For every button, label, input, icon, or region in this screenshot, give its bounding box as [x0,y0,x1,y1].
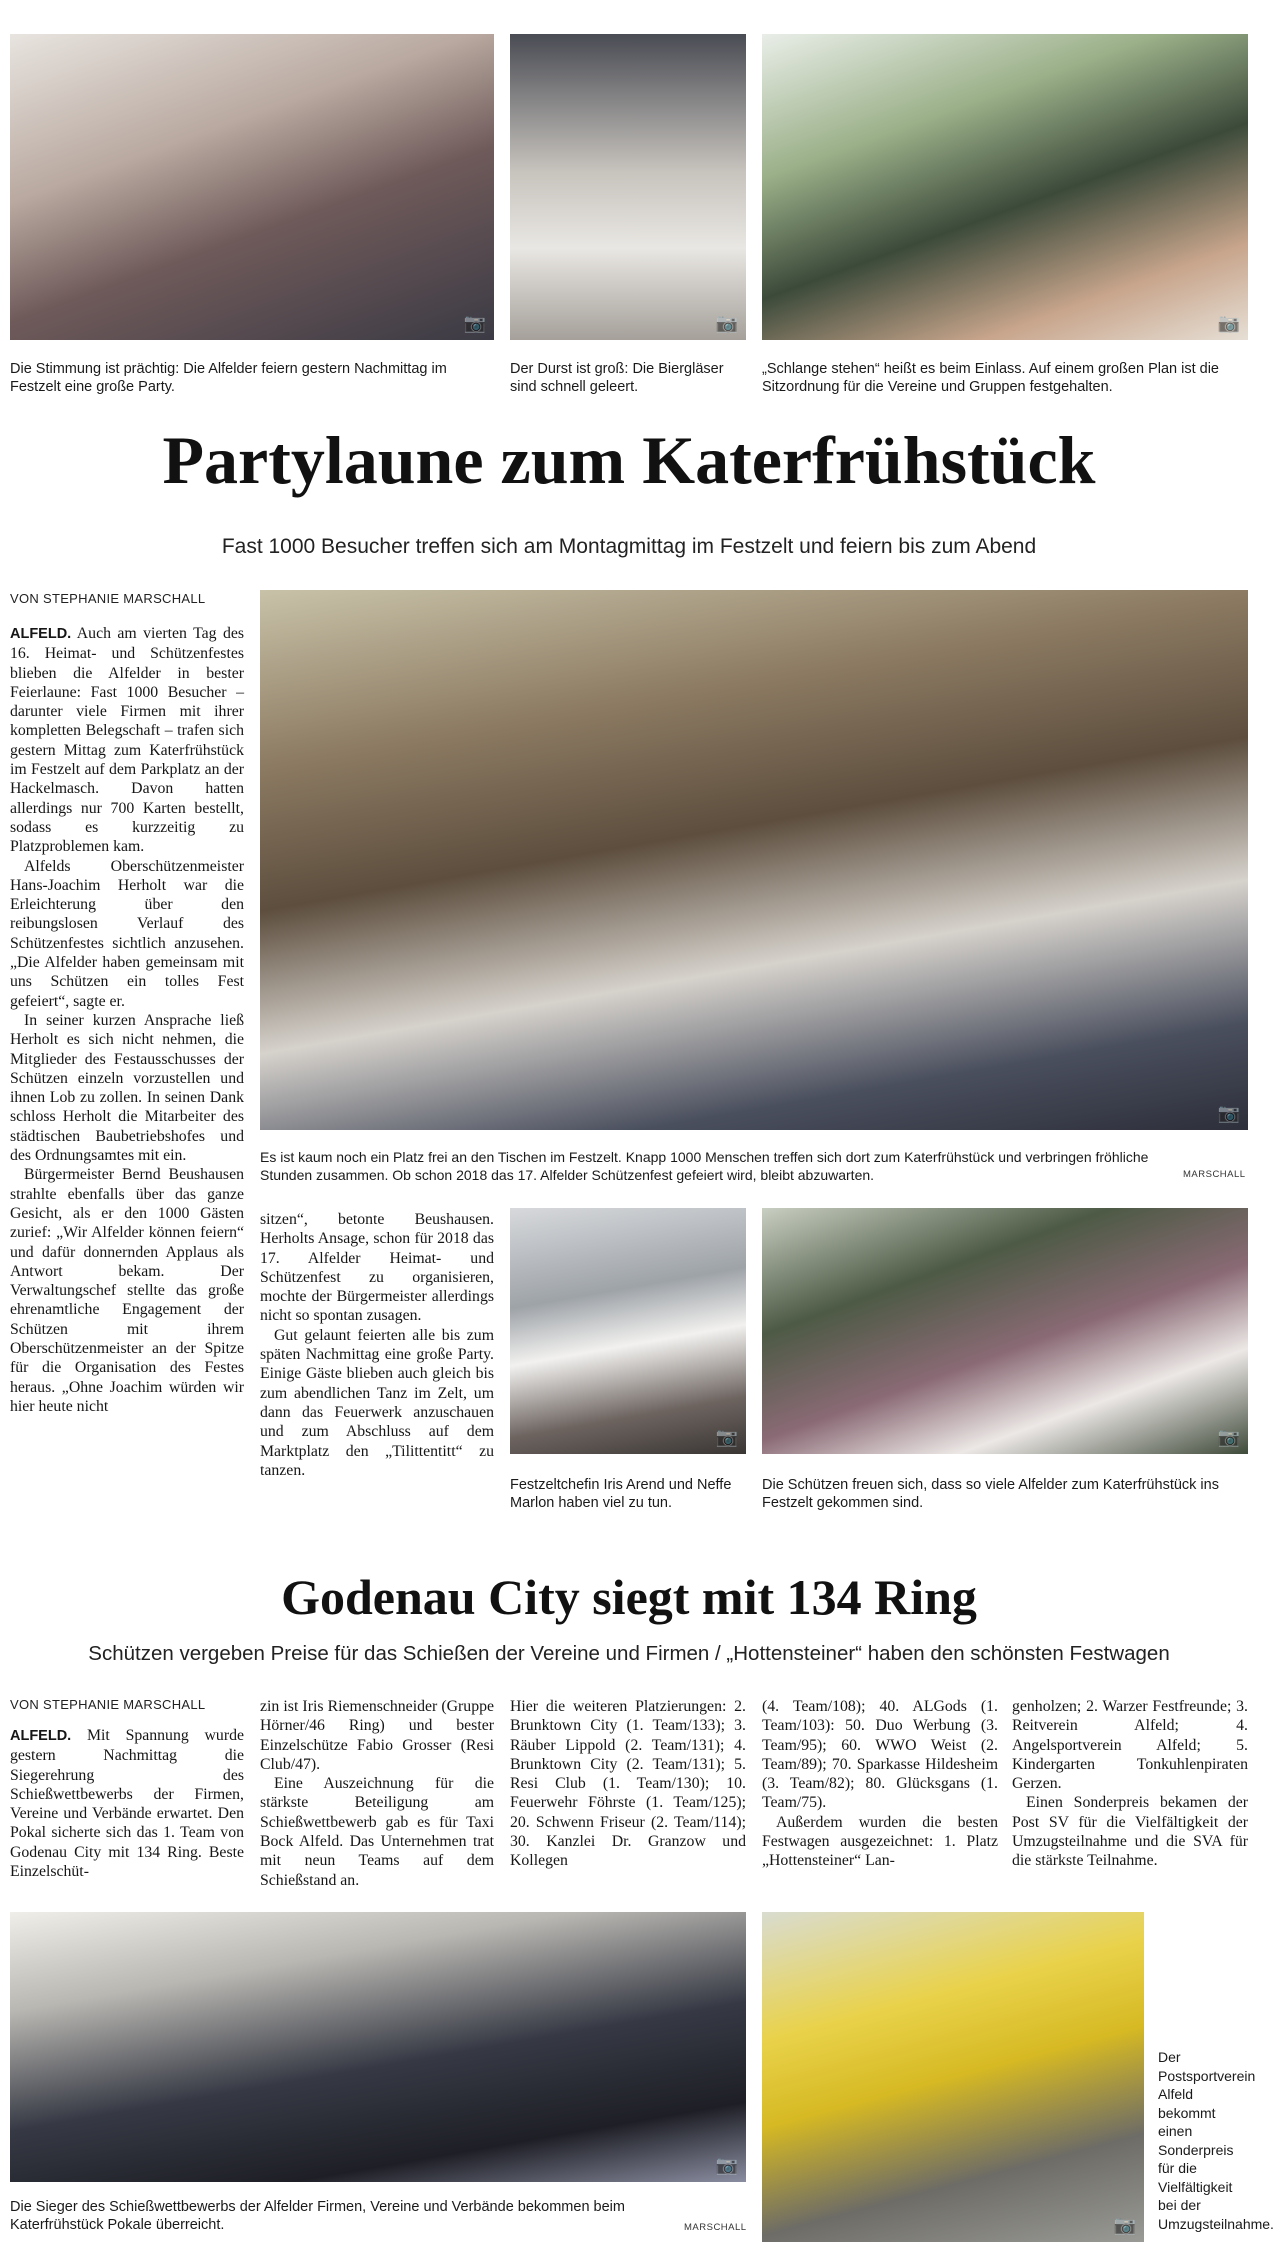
article-column [260,1210,494,1526]
byline: VON STEPHANIE MARSCHALL [10,591,206,606]
dateline: ALFELD. [10,1728,72,1744]
camera-icon: 📷 [1217,1427,1240,1448]
headline: Partylaune zum Katerfrühstück [162,422,1096,498]
photo-queue-entrance [762,34,1248,340]
photo-beer-glasses [510,34,746,340]
photo-caption: Der Postsportverein Alfeld bekommt einen Sonderpreis für die Vielfältigkeit bei der Umzugsteilnahme. [1158,2049,1274,2232]
photo-parade-unicycle [762,1912,1144,2242]
camera-icon: 📷 [1113,2215,1136,2236]
camera-icon: 📷 [715,313,738,334]
headline: Godenau City siegt mit 134 Ring [281,1569,977,1625]
photo-shooters-applauding [762,1208,1248,1454]
photo-caption: „Schlange stehen“ heißt es beim Einlass. Auf einem großen Plan ist die Sitzordnung für die Vereine und Gruppen festgehalten. [762,361,1219,395]
paragraph: Außerdem wurden die besten Festwagen ausgezeichnet: 1. Platz „Hottensteiner“ Lan- [762,1813,998,1870]
article-column [1012,1697,1248,1924]
subheadline: Schützen vergeben Preise für das Schießen der Vereine und Firmen / „Hottensteiner“ haben den schönsten Festwagen [88,1642,1170,1665]
byline: VON STEPHANIE MARSCHALL [10,1697,206,1712]
photo-dancing-crowd [10,34,494,340]
subheadline: Fast 1000 Besucher treffen sich am Montagmittag im Festzelt und feiern bis zum Abend [221,535,1037,558]
paragraph: genholzen; 2. Warzer Festfreunde; 3. Reitverein Alfeld; 4. Angelsportverein Alfeld; 5. Kindergarten Tonkuhlenpiraten Gerzen. [1012,1698,1248,1793]
photo-credit: MARSCHALL [684,2222,747,2233]
paragraph: In seiner kurzen Ansprache ließ Herholt es sich nicht nehmen, die Mitglieder des Festausschusses der Schützen einzeln vorzustellen und ihnen Lob zu zollen. In seinen Dank schloss Herholt die Mitarbeiter des städtischen Baubetriebshofes und des Ordnungsamtes mit ein. [10,1011,244,1165]
paragraph: Bürgermeister Bernd Beushausen strahlte ebenfalls über das ganze Gesicht, als er den 1000 Gästen zurief: „Wir Alfelder können feiern“ und dafür donnernden Applaus als Antwort bekam. Der Verwaltungschef stellte das große ehrenamtliche Engagement der Schützen mit ihrem Oberschützenmeister an der Spitze für die Organisation des Festes heraus. „Ohne Joachim würden wir hier heute nicht [10,1166,244,1415]
article-column [260,1697,494,1924]
photo-credit: MARSCHALL [1183,1169,1246,1180]
camera-icon: 📷 [1217,1103,1240,1124]
paragraph: Gut gelaunt feierten alle bis zum späten Nachmittag eine große Party. Einige Gäste blieben auch gleich bis zum abendlichen Tanz im Zelt, um dann das Feuerwerk anzuschauen und zum Abschluss auf dem Marktplatz den „Tilittentitt“ zu tanzen. [260,1326,494,1479]
article-column [510,1697,746,1924]
paragraph: zin ist Iris Riemenschneider (Gruppe Hörner/46 Ring) und bester Einzelschütze Fabio Grosser (Resi Club/47). [260,1698,494,1773]
photo-kitchen-staff [510,1208,746,1454]
camera-icon: 📷 [463,313,486,334]
photo-caption: Die Schützen freuen sich, dass so viele Alfelder zum Katerfrühstück ins Festzelt gekommen sind. [762,1477,1219,1511]
paragraph: sitzen“, betonte Beushausen. Herholts Ansage, schon für 2018 das 17. Alfelder Heimat- und Schützenfest zu organisieren, mochte der Bürgermeister allerdings nicht so spontan zusagen. [260,1211,494,1325]
paragraph: Alfelds Oberschützenmeister Hans-Joachim Herholt war die Erleichterung über den reibungslosen Verlauf des Schützenfestes sichtlich anzusehen. „Die Alfelder haben gemeinsam mit uns Schützen ein tolles Fest gefeiert“, sagte er. [10,857,244,1010]
article-column [10,1726,244,1924]
dateline: ALFELD. [10,626,72,642]
camera-icon: 📷 [715,1427,738,1448]
photo-caption: Der Durst ist groß: Die Biergläser sind schnell geleert. [510,361,724,395]
paragraph: Einen Sonderpreis bekamen der Post SV für die Vielfältigkeit der Umzugsteilnahme und die SVA für die stärkste Teilnahme. [1012,1794,1248,1870]
paragraph: Eine Auszeichnung für die stärkste Beteiligung am Schießwettbewerb gab es für Taxi Bock Alfeld. Das Unternehmen trat mit neun Teams auf dem Schießstand an. [260,1775,494,1889]
paragraph: Mit Spannung wurde gestern Nachmittag die Siegerehrung des Schießwettbewerbs der Firmen, Vereine und Verbände erwartet. Den Pokal sicherte sich das 1. Team von Godenau City mit 134 Ring. Beste Einzelschüt- [10,1727,244,1881]
paragraph: (4. Team/108); 40. ALGods (1. Team/103): 50. Duo Werbung (3. Team/95); 60. WWO Weist (2. Team/89); 70. Sparkasse Hildesheim (3. Team/82); 80. Glücksgans (1. Team/75). [762,1698,998,1812]
photo-festival-tent-tables [260,590,1248,1130]
photo-caption: Die Stimmung ist prächtig: Die Alfelder feiern gestern Nachmittag im Festzelt eine große Party. [10,361,447,395]
photo-winners-group [10,1912,746,2182]
article-column [762,1697,998,1924]
camera-icon: 📷 [1217,313,1240,334]
paragraph: Auch am vierten Tag des 16. Heimat- und Schützenfestes blieben die Alfelder in bester Feierlaune: Fast 1000 Besucher – darunter viele Firmen mit ihrer kompletten Belegschaft – trafen sich gestern Mittag zum Katerfrühstück im Festzelt auf dem Parkplatz an der Hackelmasch. Davon hatten allerdings nur 700 Karten bestellt, sodass es kurzzeitig zu Platzproblemen kam. [10,625,245,856]
paragraph: Hier die weiteren Platzierungen: 2. Brunktown City (1. Team/133); 3. Räuber Lippold (2. Team/131); 4. Brunktown City (2. Team/131); 5. Resi Club (1. Team/130); 10. Feuerwehr Föhrste (1. Team/125); 20. Schwenn Friseur (2. Team/114); 30. Kanzlei Dr. Granzow und Kollegen [510,1698,746,1870]
photo-caption: Die Sieger des Schießwettbewerbs der Alfelder Firmen, Vereine und Verbände bekommen beim Katerfrühstück Pokale überreicht. [10,2199,625,2233]
photo-caption: Es ist kaum noch ein Platz frei an den Tischen im Festzelt. Knapp 1000 Menschen treffen sich dort zum Katerfrühstück und verbringen fröhliche Stunden zusammen. Ob schon 2018 das 17. Alfelder Schützenfest gefeiert wird, bleibt abzuwarten. [260,1149,1149,1183]
article-column [10,624,244,1526]
photo-caption: Festzeltchefin Iris Arend und Neffe Marlon haben viel zu tun. [510,1477,732,1511]
camera-icon: 📷 [715,2155,738,2176]
